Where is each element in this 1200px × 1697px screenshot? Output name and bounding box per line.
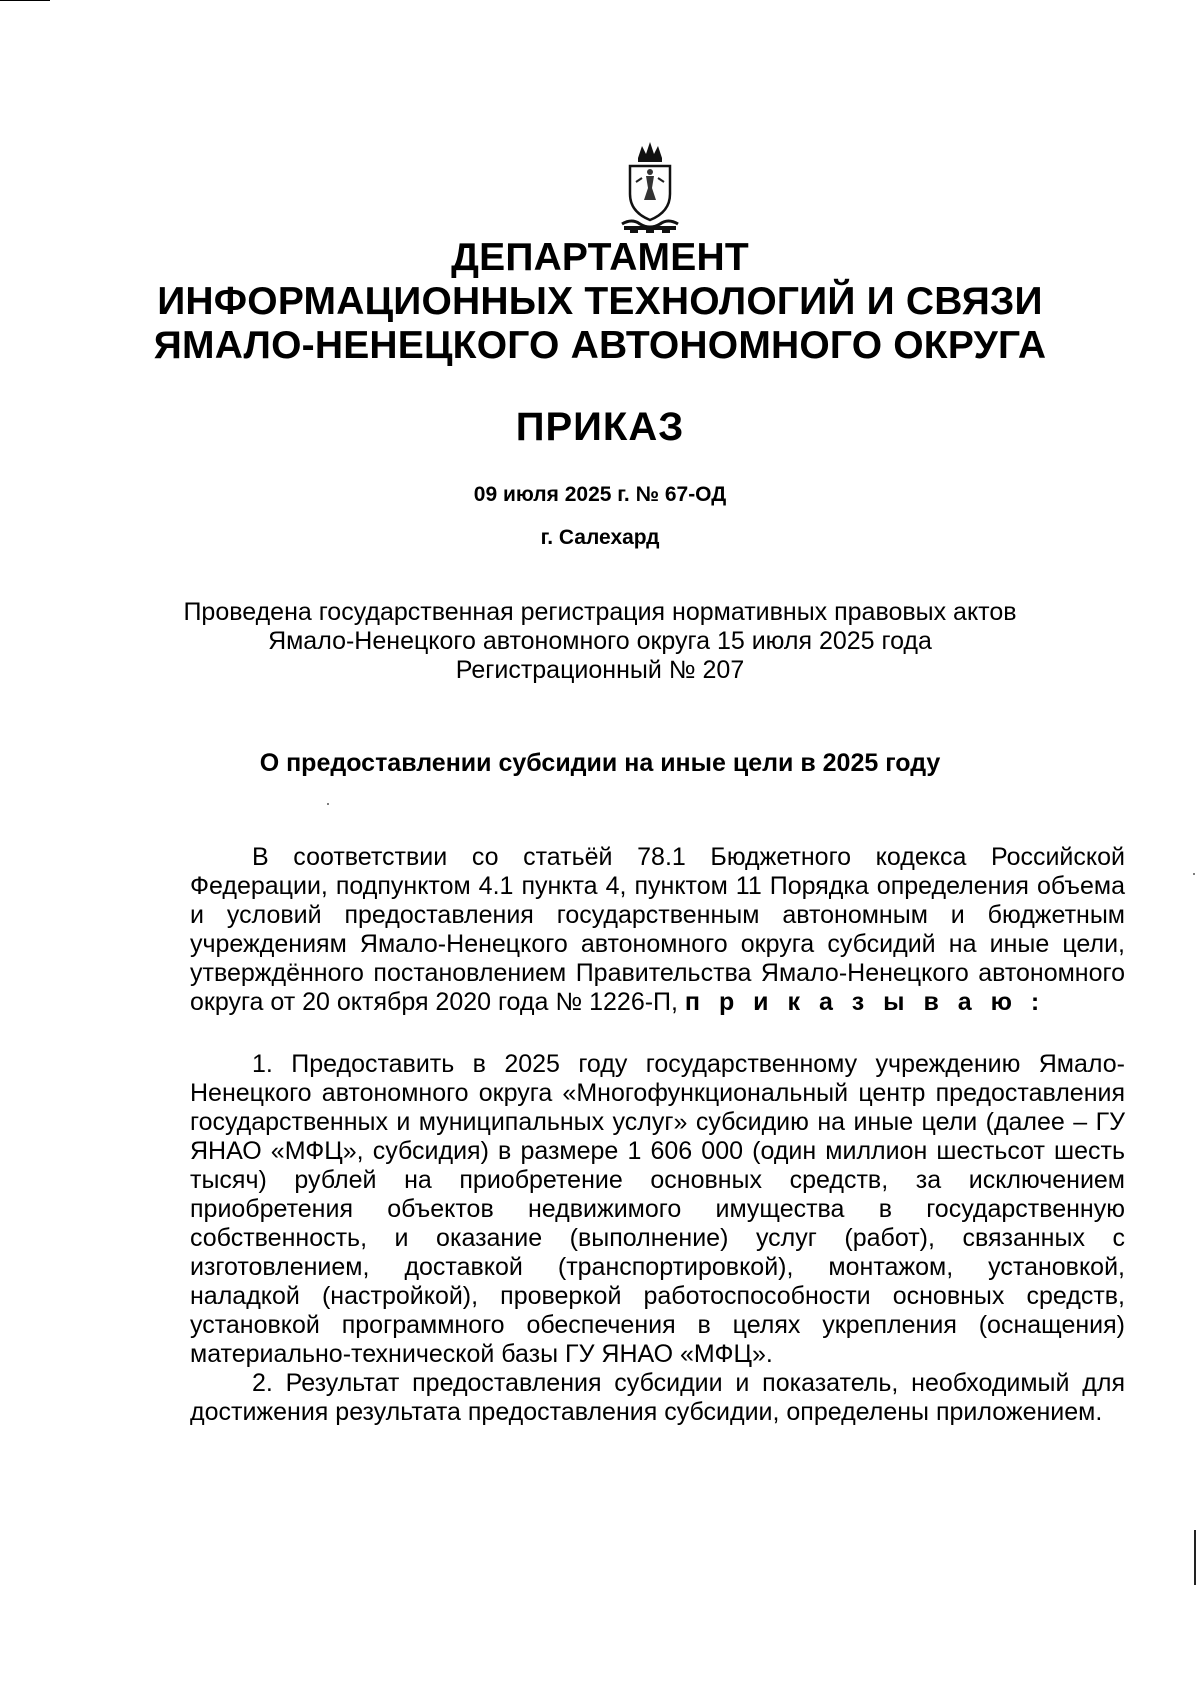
order-body <box>190 843 1125 1427</box>
order-item-2: 2. Результат предоставления субсидии и показатель, необходимый для достижения результата предоставления субсидии, определены приложением. <box>190 1369 1125 1426</box>
registration-line: Проведена государственная регистрация нормативных правовых актов <box>183 598 1017 626</box>
department-title-line: ЯМАЛО-НЕНЕЦКОГО АВТОНОМНОГО ОКРУГА <box>153 324 1047 367</box>
registration-line: Регистрационный № 207 <box>455 656 745 684</box>
order-subject: О предоставлении субсидии на иные цели в 2025 году <box>259 749 941 777</box>
department-title-line: ИНФОРМАЦИОННЫХ ТЕХНОЛОГИЙ И СВЯЗИ <box>157 280 1043 323</box>
coat-of-arms-icon <box>616 138 684 234</box>
order-verb: п р и к а з ы в а ю : <box>684 988 1046 1016</box>
order-date-number: 09 июля 2025 г. № 67-ОД <box>473 483 727 506</box>
preamble-text: В соответствии со статьёй 78.1 Бюджетного кодекса Российской Федерации, подпунктом 4.1 пункта 4, пунктом 11 Порядка определения объема и условий предоставления государственным автономным и бюджетным учреждениям Ямало-Ненецкого автономного округа субсидий на иные цели, утверждённого постановлением Правительства Ямало-Ненецкого автономного округа от 20 октября 2020 года № 1226-П, <box>190 843 1125 1016</box>
department-title-line: ДЕПАРТАМЕНТ <box>451 236 749 279</box>
order-city: г. Салехард <box>540 526 660 549</box>
scan-speck <box>327 803 329 805</box>
scan-edge-mark <box>1194 1530 1196 1585</box>
scan-speck <box>1193 873 1195 875</box>
order-item-1: 1. Предоставить в 2025 году государственному учреждению Ямало-Ненецкого автономного округа «Многофункциональный центр предоставления государственных и муниципальных услуг» субсидию на иные цели (далее – ГУ ЯНАО «МФЦ», субсидия) в размере 1 606 000 (один миллион шестьсот шесть тысяч) рублей на приобретение основных средств, за исключением приобретения объектов недвижимого имущества в государственную собственность, и оказание (выполнение) услуг (работ), связанных с изготовлением, доставкой (транспортировкой), монтажом, установкой, наладкой (настройкой), проверкой работоспособности основных средств, установкой программного обеспечения в целях укрепления (оснащения) материально-технической базы ГУ ЯНАО «МФЦ». <box>190 1050 1125 1368</box>
preamble-paragraph <box>190 843 1125 1017</box>
department-title <box>0 236 1200 368</box>
order-heading: ПРИКАЗ <box>515 405 685 449</box>
scan-edge-mark <box>0 0 50 1</box>
registration-line: Ямало-Ненецкого автономного округа 15 июля 2025 года <box>268 627 932 655</box>
registration-note <box>0 598 1200 685</box>
